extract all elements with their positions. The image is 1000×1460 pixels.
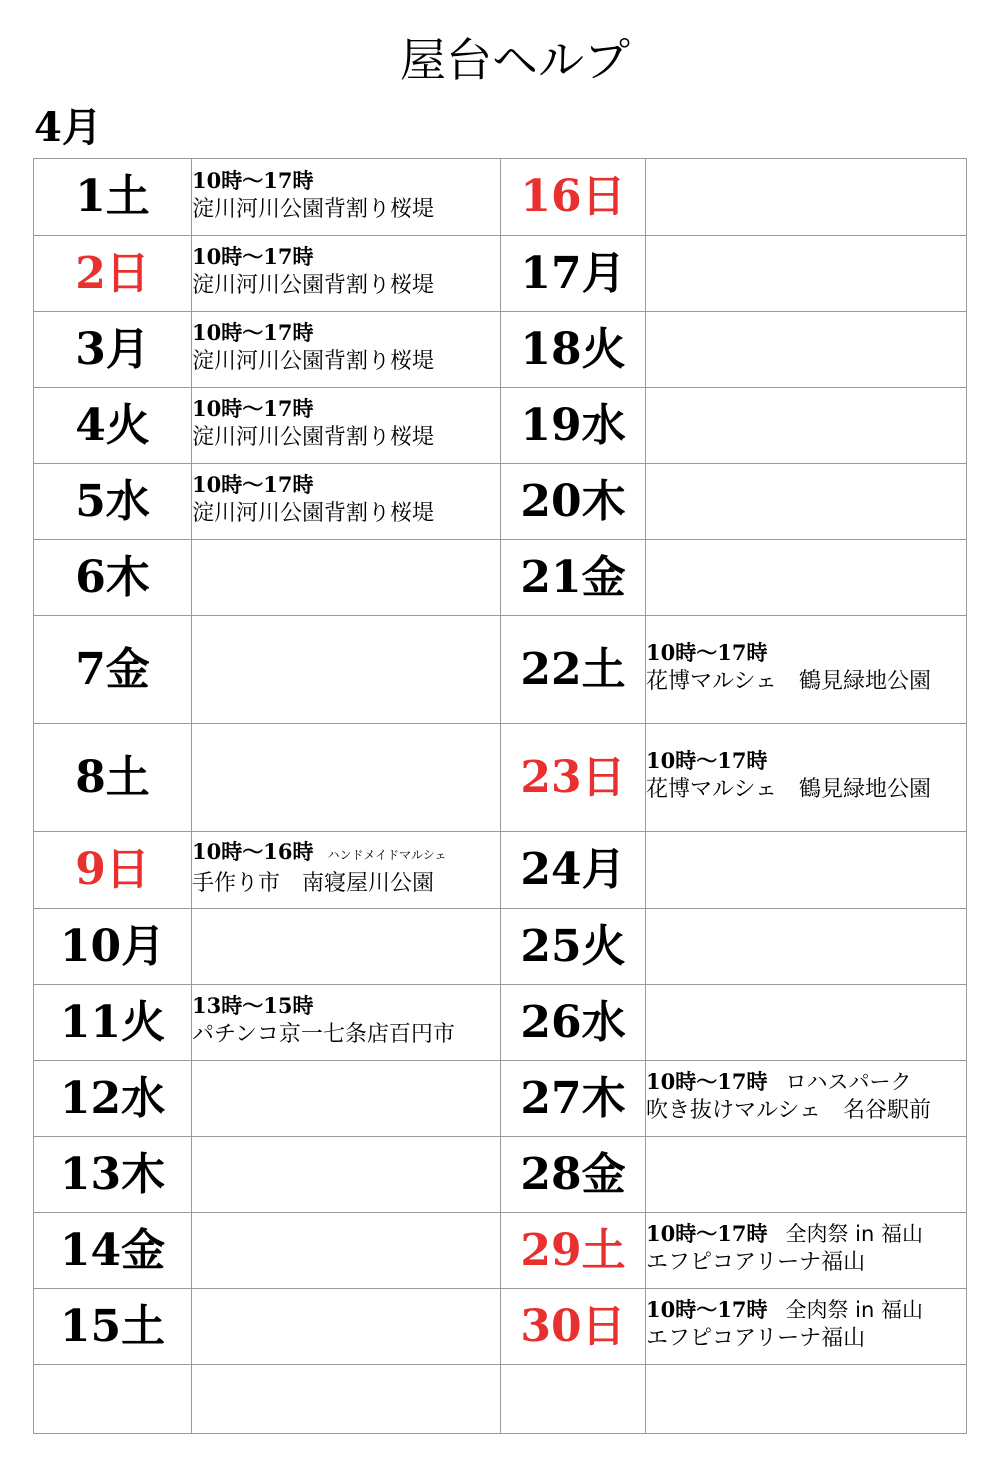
event-time [192, 397, 500, 421]
table-row [34, 236, 967, 312]
event-time [646, 1222, 966, 1246]
event-cell [646, 540, 967, 616]
event-cell [646, 236, 967, 312]
event-cell [192, 464, 501, 540]
event-cell [192, 1289, 501, 1365]
event-time-text: 10時〜17時 [646, 1069, 768, 1094]
event-cell [192, 1061, 501, 1137]
event-location: 花博マルシェ 鶴見緑地公園 [646, 777, 932, 802]
day-label: 12水 [34, 1061, 192, 1137]
event-location: 淀川河川公園背割り桜堤 [192, 196, 435, 222]
event-location: 淀川河川公園背割り桜堤 [192, 425, 435, 450]
event-cell [192, 388, 501, 464]
day-label: 19水 [501, 388, 646, 464]
day-label [34, 1365, 192, 1434]
table-row [34, 985, 967, 1061]
day-label: 3月 [34, 312, 192, 388]
event-cell [646, 1289, 967, 1365]
day-label: 14金 [34, 1213, 192, 1289]
event-time-text: 10時〜17時 [646, 640, 768, 665]
event-cell [646, 159, 967, 236]
day-label: 26水 [501, 985, 646, 1061]
event-note: ハンドメイドマルシェ [327, 848, 447, 862]
event-cell [646, 312, 967, 388]
day-label: 18火 [501, 312, 646, 388]
table-row [34, 540, 967, 616]
event-cell [646, 388, 967, 464]
day-label: 28金 [501, 1137, 646, 1213]
event-cell [646, 464, 967, 540]
event-time-text: 10時〜17時 [192, 320, 314, 345]
page-title: 屋台ヘルプ [400, 33, 630, 87]
event-time-text: 10時〜17時 [646, 1297, 768, 1322]
table-row [34, 1061, 967, 1137]
event-cell [192, 724, 501, 832]
day-label: 22土 [501, 616, 646, 724]
day-label: 8土 [34, 724, 192, 832]
event-cell [646, 985, 967, 1061]
schedule-table [33, 158, 967, 1434]
day-label: 25火 [501, 909, 646, 985]
event-location: パチンコ京一七条店百円市 [192, 1022, 455, 1047]
event-cell [192, 1365, 501, 1434]
event-cell [192, 159, 501, 236]
day-label: 6木 [34, 540, 192, 616]
event-cell [646, 832, 967, 909]
event-cell [646, 1365, 967, 1434]
event-cell [192, 236, 501, 312]
event-location: 手作り市 南寝屋川公園 [192, 871, 435, 896]
table-row [34, 724, 967, 832]
day-label: 30日 [501, 1289, 646, 1365]
event-cell [192, 909, 501, 985]
table-row [34, 1137, 967, 1213]
event-cell [646, 909, 967, 985]
event-extra: 全肉祭 in 福山 [785, 1298, 923, 1322]
event-time [646, 1070, 966, 1094]
event-cell [646, 1213, 967, 1289]
day-label: 20木 [501, 464, 646, 540]
day-label: 9日 [34, 832, 192, 909]
event-cell [646, 1061, 967, 1137]
event-cell [192, 985, 501, 1061]
event-time [192, 840, 500, 867]
day-label: 17月 [501, 236, 646, 312]
event-location: 淀川河川公園背割り桜堤 [192, 273, 435, 298]
event-location: エフピコアリーナ福山 [646, 1250, 866, 1275]
event-cell [192, 1137, 501, 1213]
event-time-text: 10時〜17時 [192, 472, 314, 497]
day-label: 4火 [34, 388, 192, 464]
table-row [34, 464, 967, 540]
event-cell [192, 312, 501, 388]
event-time-text: 13時〜15時 [192, 993, 314, 1018]
event-location: エフピコアリーナ福山 [646, 1326, 866, 1351]
event-location: 淀川河川公園背割り桜堤 [192, 349, 435, 374]
day-label: 24月 [501, 832, 646, 909]
day-label: 21金 [501, 540, 646, 616]
table-row [34, 159, 967, 236]
event-time-text: 10時〜17時 [192, 396, 314, 421]
event-cell [646, 724, 967, 832]
day-label [501, 1365, 646, 1434]
table-row [34, 832, 967, 909]
table-row [34, 909, 967, 985]
day-label: 2日 [34, 236, 192, 312]
day-label: 27木 [501, 1061, 646, 1137]
day-label: 23日 [501, 724, 646, 832]
event-time [646, 749, 966, 773]
event-extra: ロハスパーク [785, 1070, 912, 1094]
event-time-text: 10時〜16時 [192, 839, 314, 864]
table-row [34, 1213, 967, 1289]
event-time [192, 321, 500, 345]
event-location: 淀川河川公園背割り桜堤 [192, 501, 435, 526]
day-label: 16日 [501, 159, 646, 236]
day-label: 1土 [34, 159, 192, 236]
day-label: 15土 [34, 1289, 192, 1365]
event-time [646, 1298, 966, 1322]
event-time [192, 473, 500, 497]
event-cell [192, 540, 501, 616]
table-row [34, 312, 967, 388]
event-location: 吹き抜けマルシェ 名谷駅前 [646, 1098, 932, 1123]
event-cell [646, 616, 967, 724]
event-extra: 全肉祭 in 福山 [785, 1222, 923, 1246]
table-row [34, 388, 967, 464]
table-row [34, 1289, 967, 1365]
event-time-text: 10時〜17時 [646, 748, 768, 773]
day-label: 10月 [34, 909, 192, 985]
event-cell [192, 1213, 501, 1289]
event-time [192, 169, 500, 193]
event-time-text: 10時〜17時 [646, 1221, 768, 1246]
day-label: 5水 [34, 464, 192, 540]
event-time [646, 641, 966, 665]
month-label: 4月 [34, 104, 102, 151]
event-cell [646, 1137, 967, 1213]
day-label: 29土 [501, 1213, 646, 1289]
day-label: 13木 [34, 1137, 192, 1213]
table-row [34, 1365, 967, 1434]
event-time-text: 10時〜17時 [192, 167, 314, 193]
event-cell [192, 832, 501, 909]
event-cell [192, 616, 501, 724]
day-label: 11火 [34, 985, 192, 1061]
event-time [192, 245, 500, 269]
event-time-text: 10時〜17時 [192, 244, 314, 269]
event-location: 花博マルシェ 鶴見緑地公園 [646, 669, 932, 694]
event-time [192, 994, 500, 1018]
day-label: 7金 [34, 616, 192, 724]
table-row [34, 616, 967, 724]
